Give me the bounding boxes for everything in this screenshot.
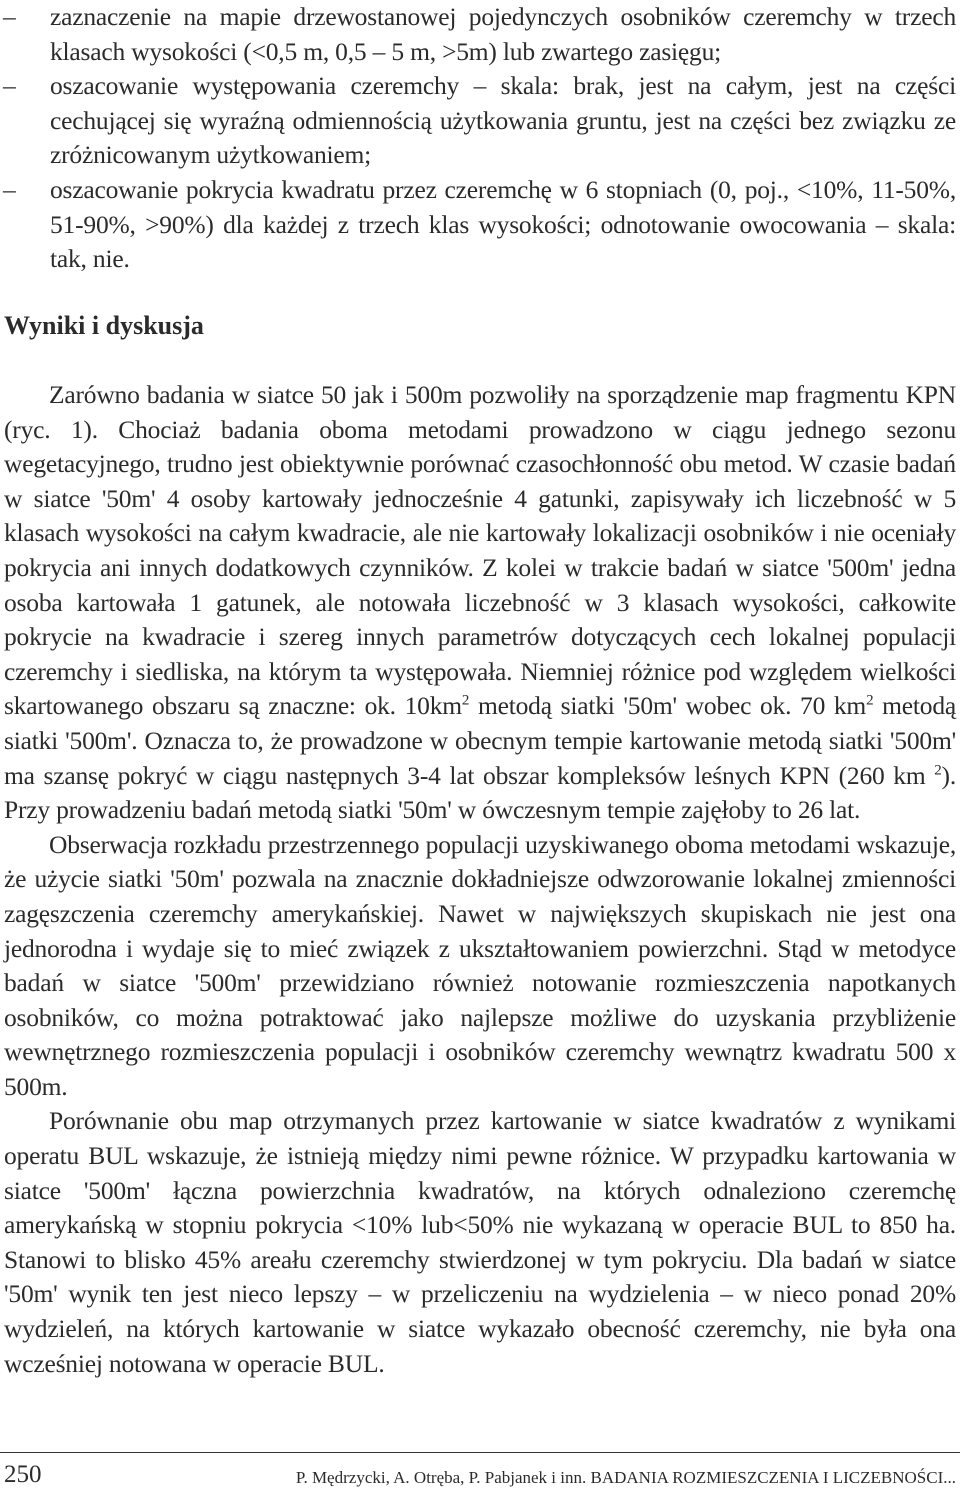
paragraph-1-text-d: ). Przy prowadzeniu badań metodą siatki '50m' w ówczesnym tempie zajęłoby to 26 lat.	[4, 760, 956, 825]
paragraph-1-text-c: metodą siatki '500m'. Oznacza to, że prowadzone w obecnym tempie kartowanie metodą siatki '500m' ma szansę pokryć w ciągu następnych 3-4 lat obszar kompleksów leśnych KPN (260 km	[4, 691, 957, 790]
superscript-2: 2	[461, 692, 470, 709]
paragraph-3: Porównanie obu map otrzymanych przez kartowanie w siatce kwadratów z wynikami operatu BUL wskazuje, że istnieją między nimi pewne różnice. W przypadku kartowania w siatce '500m' łączna powierzchnia kwadratów, na których odnaleziono czeremchę amerykańską w stopniu pokrycia <10% lub<50% nie wykazaną w operacie BUL to 850 ha. Stanowi to blisko 45% areału czeremchy stwierdzonej w tym pokryciu. Dla badań w siatce '50m' wynik ten jest nieco lepszy – w przeliczeniu na wydzielenia – w nieco ponad 20% wydzieleń, na których kartowanie w siatce wykazało obecność czeremchy, nie była ona wcześniej notowana w operacie BUL.	[4, 1106, 956, 1378]
bullet-dash: –	[3, 174, 16, 204]
section-body	[4, 378, 956, 1381]
section-heading: Wyniki i dyskusja	[4, 311, 204, 340]
superscript-2: 2	[866, 692, 874, 709]
method-bullet-list	[0, 0, 956, 277]
paragraph-1-text-a: Zarówno badania w siatce 50 jak i 500m pozwoliły na sporządzenie map fragmentu KPN (ryc. 1). Chociaż badania oboma metodami prowadzono w ciągu jednego sezonu wegetacyjnego, trudno jest obiektywnie porównać czasochłonność obu metod. W czasie badań w siatce '50m' 4 osoby kartowały jednocześnie 4 gatunki, zapisywały ich liczebność w 5 klasach wysokości na całym kwadracie, ale nie kartowały lokalizacji osobników i nie oceniały pokrycia ani innych dodatkowych czynników. Z kolei w trakcie badań w siatce '500m' jedna osoba kartowała 1 gatunek, ale notowała liczebność w 3 klasach wysokości, całkowite pokrycie na kwadracie i szereg innych parametrów dotyczących cech lokalnej populacji czeremchy i siedliska, na którym ta występowała. Niemniej różnice pod względem wielkości skartowanego obszaru są znaczne: ok. 10km	[4, 380, 956, 721]
bullet-text: zaznaczenie na mapie drzewostanowej pojedynczych osobników czeremchy w trzech klasach wysokości (<0,5 m, 0,5 – 5 m, >5m) lub zwartego zasięgu;	[50, 2, 956, 66]
running-head: P. Mędrzycki, A. Otręba, P. Pabjanek i inn. BADANIA ROZMIESZCZENIA I LICZEBNOŚCI...	[295, 1468, 956, 1487]
bullet-item	[0, 173, 956, 277]
footer-divider	[0, 1452, 960, 1453]
page-number: 250	[4, 1461, 42, 1488]
bullet-dash: –	[3, 71, 16, 101]
paragraph-1-text-b: metodą siatki '50m' wobec ok. 70 km	[469, 691, 867, 721]
bullet-item	[0, 69, 956, 173]
superscript-2: 2	[934, 762, 942, 779]
paragraph-2: Obserwacja rozkładu przestrzennego populacji uzyskiwanego oboma metodami wskazuje, że użycie siatki '50m' pozwala na znacznie dokładniejsze odwzorowanie lokalnej zmienności zagęszczenia czeremchy amerykańskiej. Nawet w największych skupiskach nie jest ona jednorodna i wydaje się to mieć związek z ukształtowaniem powierzchni. Stąd w metodyce badań w siatce '500m' przewidziano również notowanie rozmieszczenia napotkanych osobników, co można potraktować jako najlepsze możliwe do uzyskania przybliżenie wewnętrznego rozmieszczenia populacji i osobników czeremchy wewnątrz kwadratu 500 x 500m.	[4, 829, 956, 1101]
bullet-item	[0, 0, 956, 69]
bullet-text: oszacowanie pokrycia kwadratu przez czeremchę w 6 stopniach (0, poj., <10%, 11-50%, 51-90%, >90%) dla każdej z trzech klas wysokości; odnotowanie owocowania – skala: tak, nie.	[50, 174, 956, 274]
paragraph-1	[4, 378, 956, 828]
bullet-dash: –	[3, 2, 16, 31]
bullet-text: oszacowanie występowania czeremchy – skala: brak, jest na całym, jest na części cechującej się wyraźną odmiennością użytkowania gruntu, jest na części bez związku ze zróżnicowanym użytkowaniem;	[50, 71, 956, 170]
